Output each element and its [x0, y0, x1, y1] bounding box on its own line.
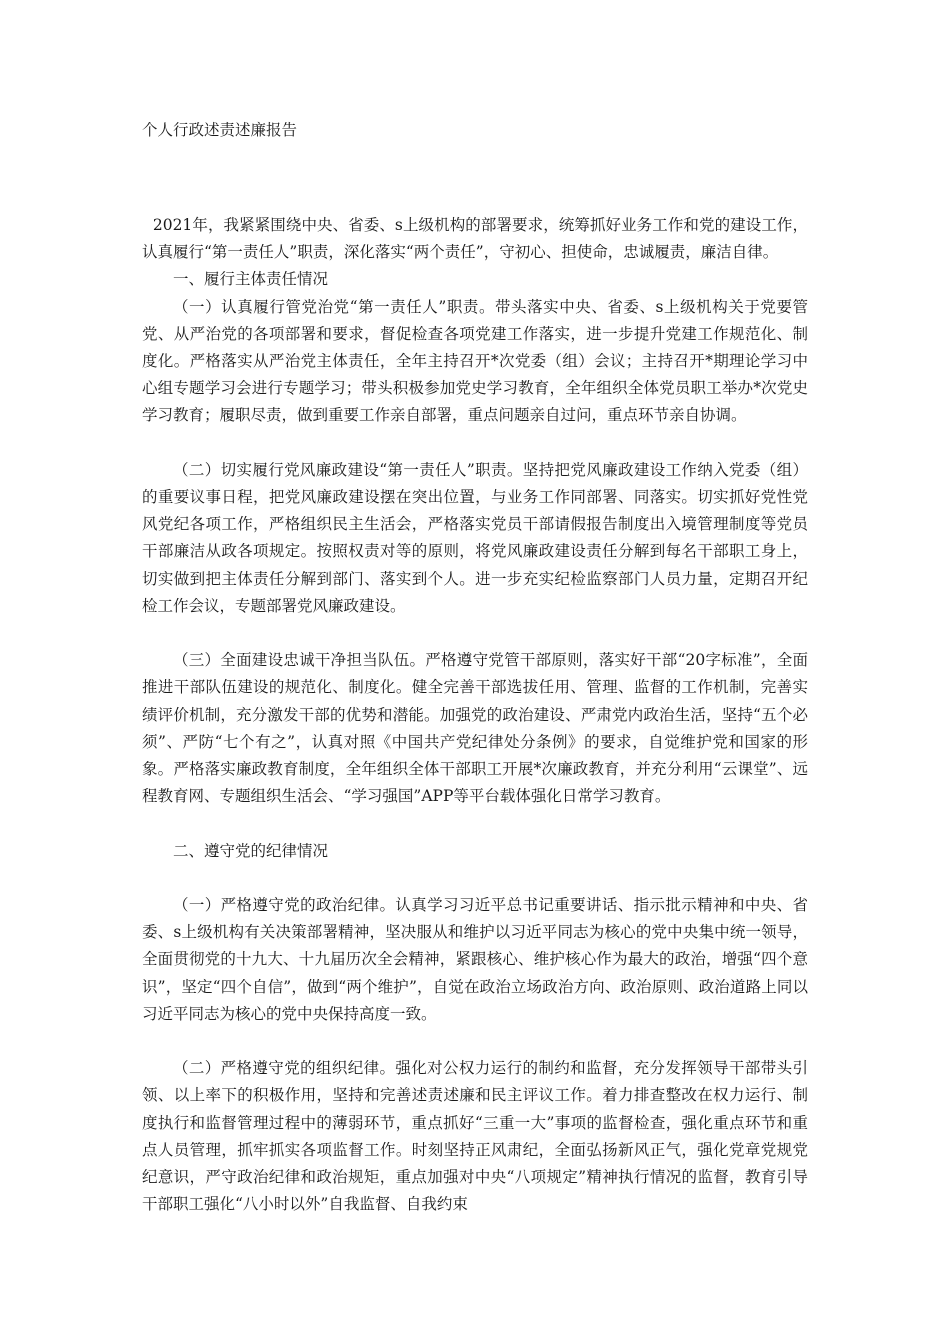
paragraph-2-2: （二）严格遵守党的组织纪律。强化对公权力运行的制约和监督，充分发挥领导干部带头引领、以上率下的积极作用，坚持和完善述责述廉和民主评议工作。着力排查整改在权力运行、制度执行和监督管理过程中的薄弱环节，重点抓好“三重一大”事项的监督检查，强化重点环节和重点人员管理，抓牢抓实各项监督工作。时刻坚持正风肃纪，全面弘扬新风正气，强化党章党规党纪意识，严守政治纪律和政治规矩，重点加强对中央“八项规定”精神执行情况的监督，教育引导干部职工强化“八小时以外”自我监督、自我约束: [142, 1059, 808, 1214]
paragraph-spacer: [142, 810, 808, 837]
document-title: 个人行政述责述廉报告: [142, 121, 298, 139]
paragraph-spacer: [142, 865, 808, 892]
paragraph-spacer: [142, 620, 808, 647]
paragraph-1-1: （一）认真履行管党治党“第一责任人”职责。带头落实中央、省委、s上级机构关于党要管党、从严治党的各项部署和要求，督促检查各项党建工作落实，进一步提升党建工作规范化、制度化。严格落实从严治党主体责任，全年主持召开*次党委（组）会议；主持召开*期理论学习中心组专题学习会进行专题学习；带头积极参加党史学习教育，全年组织全体党员职工举办*次党史学习教育；履职尽责，做到重要工作亲自部署，重点问题亲自过问，重点环节亲自协调。: [142, 297, 808, 425]
section-heading-2: 二、遵守党的纪律情况: [173, 841, 329, 860]
paragraph-spacer: [142, 430, 808, 457]
paragraph-2-1: （一）严格遵守党的政治纪律。认真学习习近平总书记重要讲话、指示批示精神和中央、省委、s上级机构有关决策部署精神，坚决服从和维护以习近平同志为核心的党中央集中统一领导，全面贯彻党的十九大、十九届历次全会精神，紧跟核心、维护核心作为最大的政治，增强“四个意识”，坚定“四个自信”，做到“两个维护”，自觉在政治立场政治方向、政治原则、政治道路上同以习近平同志为核心的党中央保持高度一致。: [142, 896, 808, 1023]
paragraph-1-2: （二）切实履行党风廉政建设“第一责任人”职责。坚持把党风廉政建设工作纳入党委（组）的重要议事日程，把党风廉政建设摆在突出位置，与业务工作同部署、同落实。切实抓好党性党风党纪各项工作，严格组织民主生活会，严格落实党员干部请假报告制度出入境管理制度等党员干部廉洁从政各项规定。按照权责对等的原则，将党风廉政建设责任分解到每名干部职工身上，切实做到把主体责任分解到部门、落实到个人。进一步充实纪检监察部门人员力量，定期召开纪检工作会议，专题部署党风廉政建设。: [142, 460, 808, 615]
paragraph-1-3: （三）全面建设忠诚干净担当队伍。严格遵守党管干部原则，落实好干部“20字标准”，全面推进干部队伍建设的规范化、制度化。健全完善干部选拔任用、管理、监督的工作机制，完善实绩评价机制，充分激发干部的优势和潜能。加强党的政治建设、严肃党内政治生活，坚持“五个必须”、严防“七个有之”，认真对照《中国共产党纪律处分条例》的要求，自觉维护党和国家的形象。严格落实廉政教育制度，全年组织全体干部职工开展*次廉政教育，并充分利用“云课堂”、远程教育网、专题组织生活会、“学习强国”APP等平台载体强化日常学习教育。: [142, 651, 808, 806]
document-body: [142, 212, 808, 1218]
section-heading-1: 一、履行主体责任情况: [173, 270, 329, 289]
intro-paragraph: 2021年，我紧紧围绕中央、省委、s上级机构的部署要求，统筹抓好业务工作和党的建设工作，认真履行“第一责任人”职责，深化落实“两个责任”，守初心、担使命，忠诚履责，廉洁自律。: [142, 216, 808, 262]
paragraph-spacer: [142, 1028, 808, 1055]
